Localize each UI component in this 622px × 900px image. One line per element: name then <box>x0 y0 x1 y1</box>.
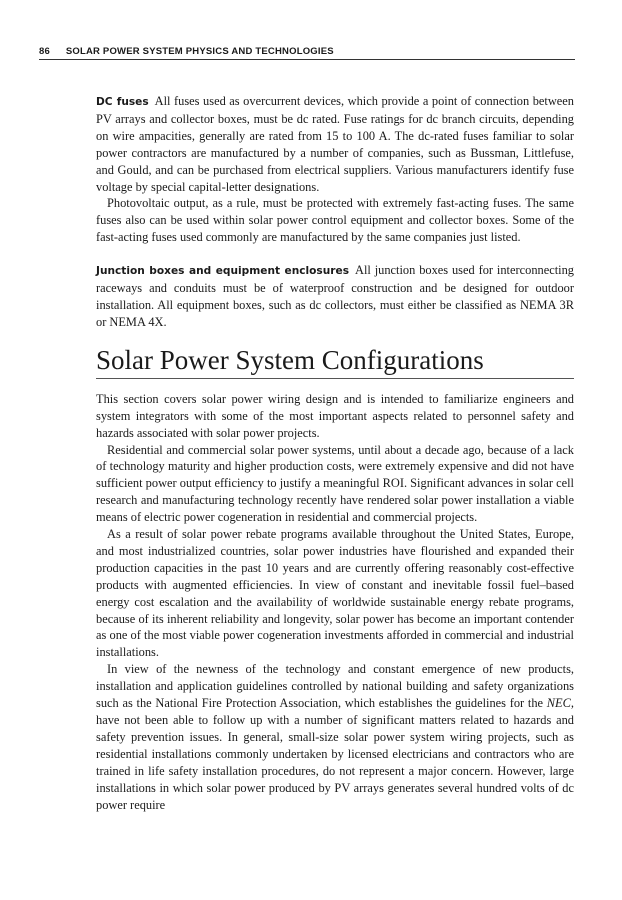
junction-boxes-paragraph <box>96 262 574 331</box>
nec-reference: NEC, <box>546 696 574 711</box>
running-title: SOLAR POWER SYSTEM PHYSICS AND TECHNOLOGIES <box>65 46 334 57</box>
dc-fuses-paragraph <box>96 93 574 195</box>
page-body <box>96 93 574 813</box>
fast-acting-paragraph: Photovoltaic output, as a rule, must be protected with extremely fast-acting fuses. The same fuses also can be used within solar power control equipment and collector boxes. Some of the fast-acting fuses used commonly are manufactured by the same companies just listed. <box>96 196 574 245</box>
rebate-programs-paragraph: As a result of solar power rebate programs available throughout the United States, Europe, and most industrialized countries, solar power industries have flourished and expanded their production capacities in the past 10 years and are currently offering reasonably cost-effective products with augmented efficiencies. In view of constant and inevitable fossil fuel–based energy cost escalation and the availability of worldwide sustainable energy rebate programs, because of its inherent reliability and longevity, solar power has become an important contender as one of the most viable power cogeneration investments afforded in commercial and industrial installations. <box>96 527 574 660</box>
section-intro-paragraph: This section covers solar power wiring design and is intended to familiarize engineers and system integrators with some of the most important aspects related to personnel safety and hazards associated with solar power projects. <box>96 391 574 440</box>
junction-boxes-text: All junction boxes used for interconnecting raceways and conduits must be of waterproof construction and be designed for outdoor installation. All equipment boxes, such as dc collectors, must either be classified as NEMA 3R or NEMA 4X. <box>96 263 574 329</box>
junction-boxes-heading: Junction boxes and equipment enclosures <box>96 265 349 278</box>
newness-paragraph: In view of the newness of the technology and constant emergence of new products, installation and application guidelines controlled by national building and safety organizations such as the National Fire Protection Association, which establishes the guidelines for the NEC, have not been able to follow up with a number of significant matters related to hazards and safety prevention issues. In general, small-size solar power system wiring projects, such as residential installations commonly undertaken by licensed electricians and contractors who are trained in life safety installation procedures, do not represent a major concern. However, large installations in which solar power produced by PV arrays generates several hundred volts of dc power require <box>96 662 574 812</box>
residential-commercial-paragraph: Residential and commercial solar power systems, until about a decade ago, because of a lack of technology maturity and higher production costs, were extremely expensive and did not have sufficient power output efficiency to justify a meaningful ROI. Significant advances in solar cell research and manufacturing technology recently have rendered solar power installation a viable means of electric power cogeneration in residential and commercial projects. <box>96 442 574 525</box>
running-header <box>39 46 575 60</box>
section-title: Solar Power System Configurations <box>96 344 574 379</box>
dc-fuses-heading: DC fuses <box>96 96 149 108</box>
dc-fuses-text: All fuses used as overcurrent devices, which provide a point of connection between PV arrays and collector boxes, must be dc rated. Fuse ratings for dc branch circuits, depending on wire ampacities, generally are rated from 15 to 100 A. The dc-rated fuses familiar to solar power contractors are manufactured by a number of companies, such as Bussman, Littlefuse, and Gould, and can be purchased from electrical suppliers. Various manufacturers identify fuse voltage by special capital-letter designations. <box>96 94 574 194</box>
page-number: 86 <box>39 46 50 57</box>
